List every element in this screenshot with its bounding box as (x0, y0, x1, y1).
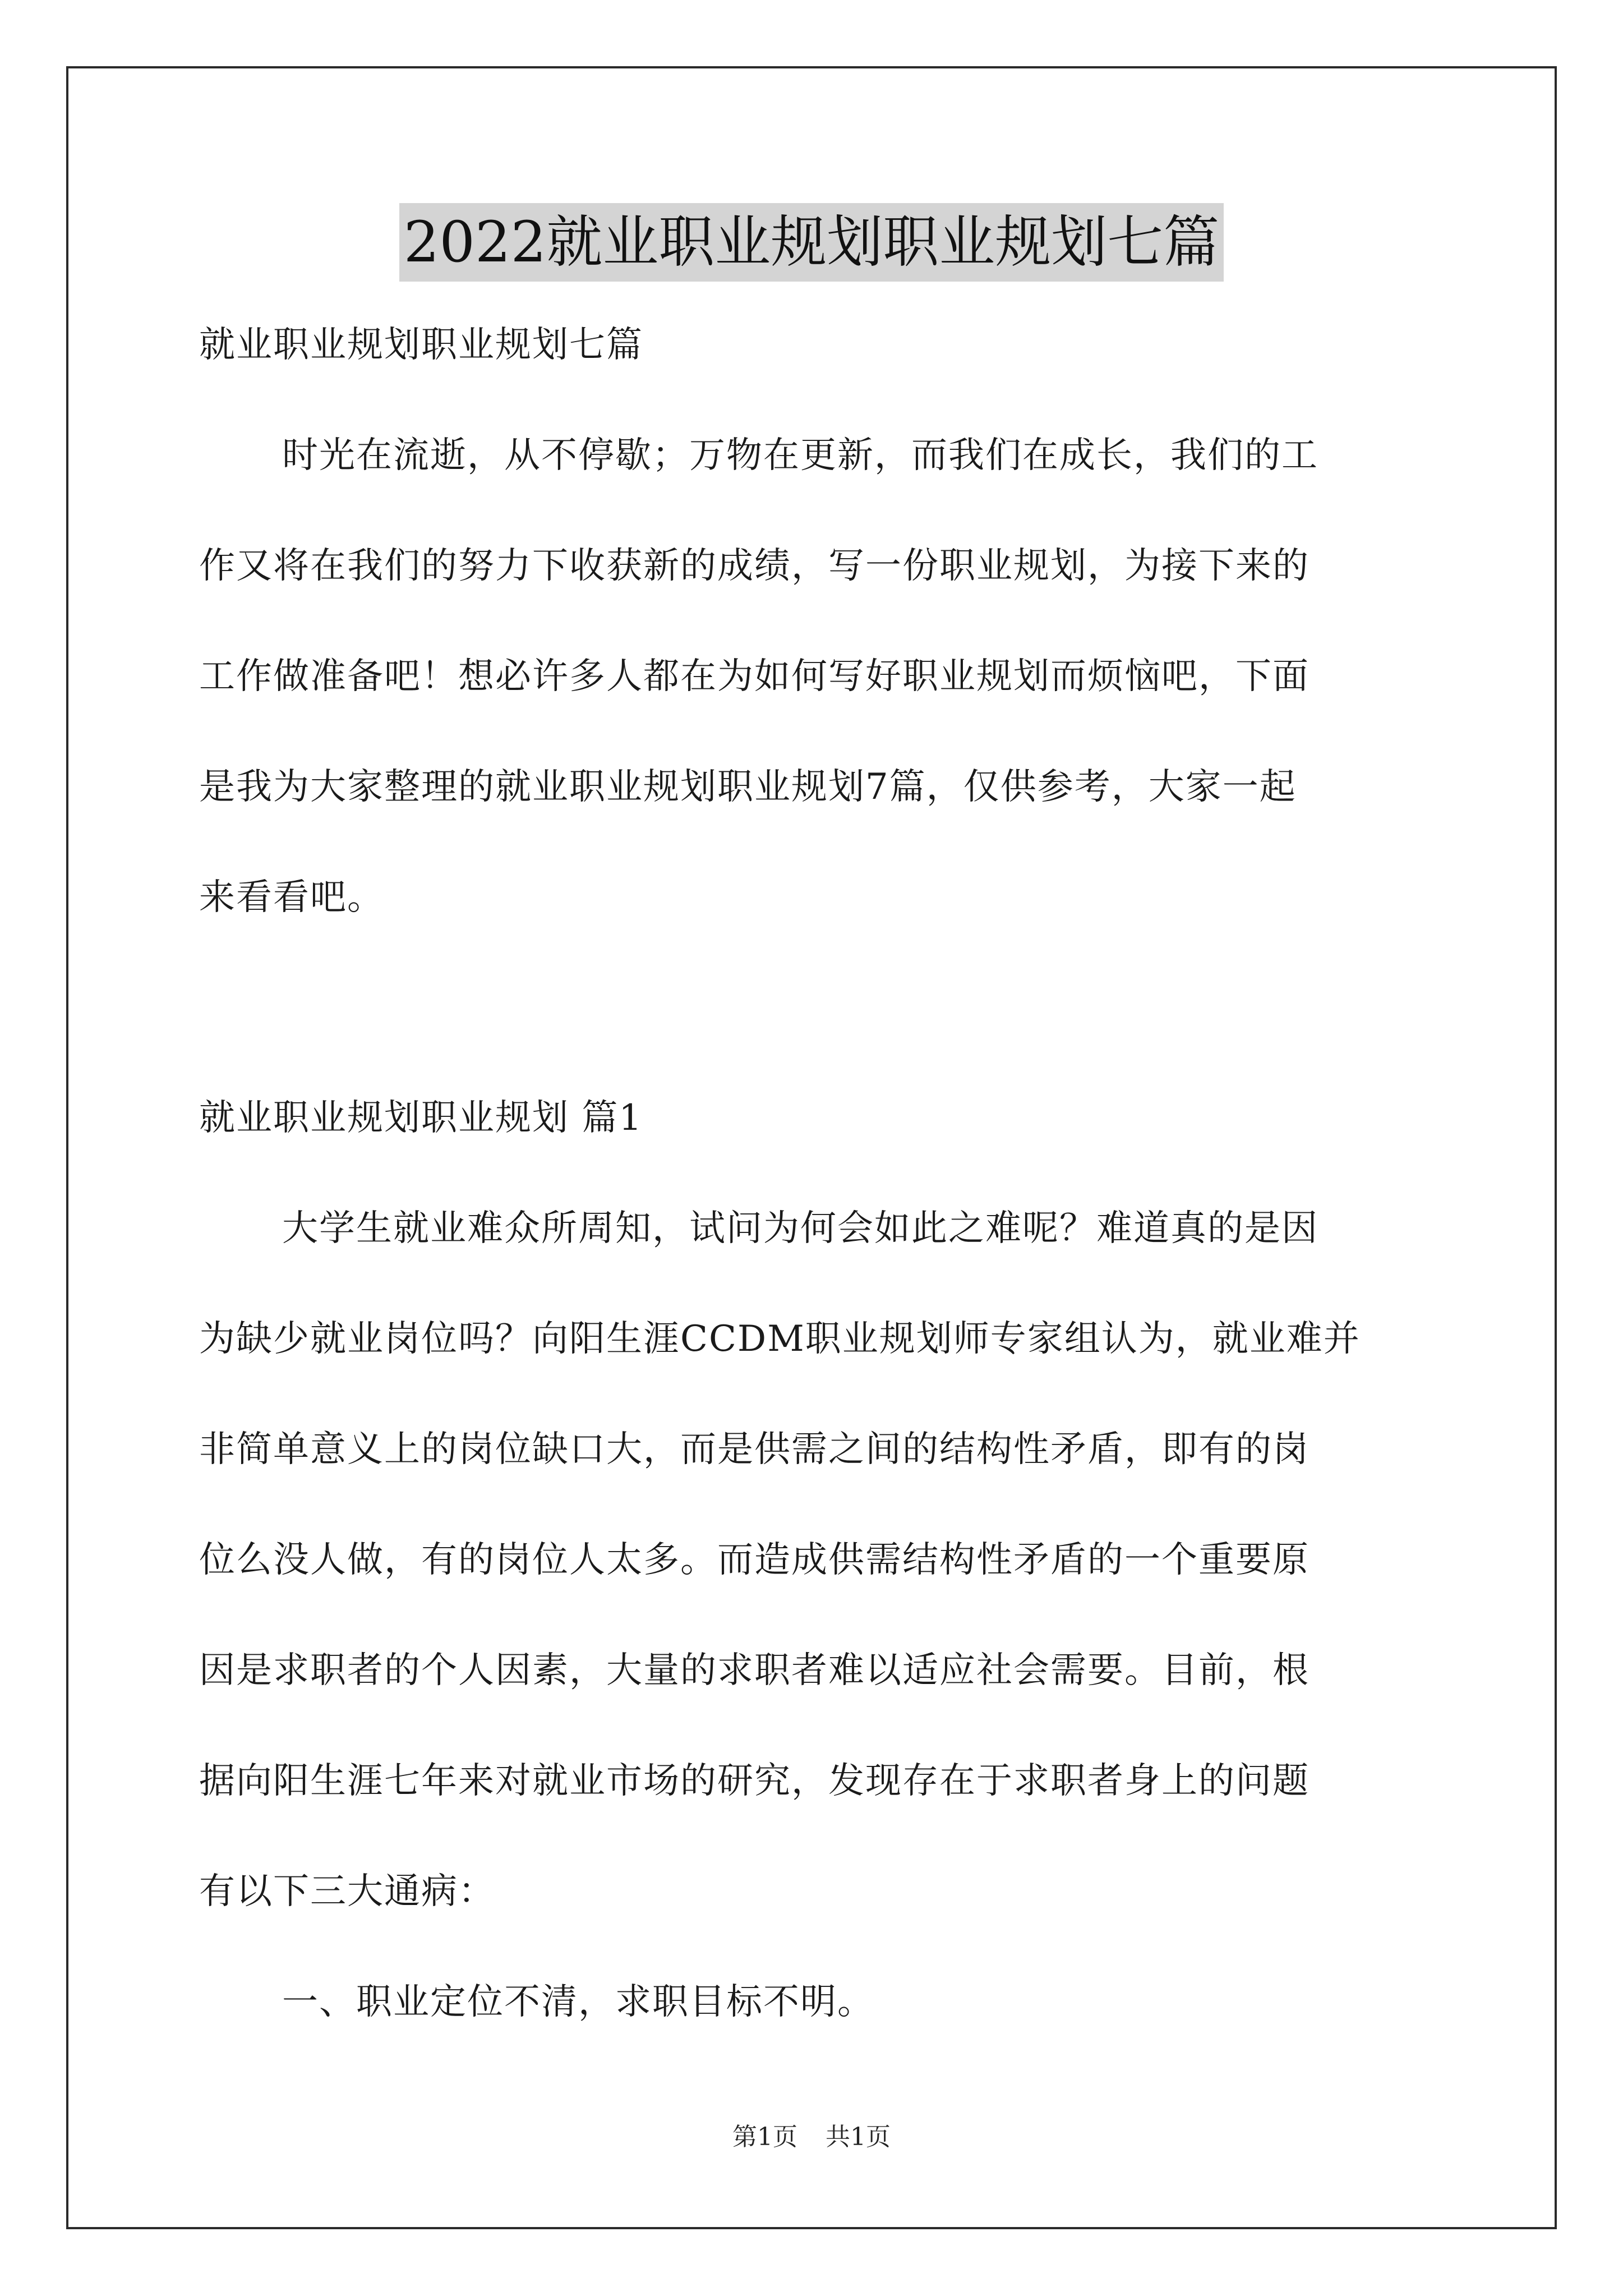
blank-line (199, 978, 1431, 1088)
paragraph-line: 为缺少就业岗位吗？向阳生涯CCDM职业规划师专家组认为，就业难并 (199, 1318, 1361, 1360)
paragraph-line: 位么没人做，有的岗位人太多。而造成供需结构性矛盾的一个重要原 (199, 1539, 1310, 1581)
paragraph-line: 是我为大家整理的就业职业规划职业规划7篇，仅供参考，大家一起 (199, 766, 1297, 808)
title-container (0, 203, 1623, 282)
section-heading: 就业职业规划职业规划 篇1 (199, 1097, 643, 1139)
paragraph-line: 非简单意义上的岗位缺口大，而是供需之间的结构性矛盾，即有的岗 (199, 1429, 1310, 1470)
paragraph-line: 因是求职者的个人因素，大量的求职者难以适应社会需要。目前，根 (199, 1650, 1310, 1691)
paragraph-line: 来看看吧。 (199, 877, 384, 918)
page-footer (0, 2120, 1623, 2154)
paragraph-line: 作又将在我们的努力下收获新的成绩，写一份职业规划，为接下来的 (199, 545, 1310, 587)
document-body (199, 315, 1431, 2083)
subtitle-line: 就业职业规划职业规划七篇 (199, 324, 643, 366)
paragraph-line: 时光在流逝，从不停歇；万物在更新，而我们在成长，我们的工 (282, 435, 1318, 476)
paragraph-line: 大学生就业难众所周知，试问为何会如此之难呢？难道真的是因 (282, 1208, 1318, 1249)
paragraph-line: 据向阳生涯七年来对就业市场的研究，发现存在于求职者身上的问题 (199, 1760, 1310, 1802)
paragraph-line: 工作做准备吧！想必许多人都在为如何写好职业规划而烦恼吧，下面 (199, 656, 1310, 697)
paragraph-line: 有以下三大通病： (199, 1871, 495, 1912)
page-number: 第1页 (732, 2123, 797, 2151)
document-title: 2022就业职业规划职业规划七篇 (399, 203, 1224, 282)
page-total: 共1页 (826, 2123, 891, 2151)
paragraph-line: 一、职业定位不清，求职目标不明。 (282, 1981, 874, 2023)
